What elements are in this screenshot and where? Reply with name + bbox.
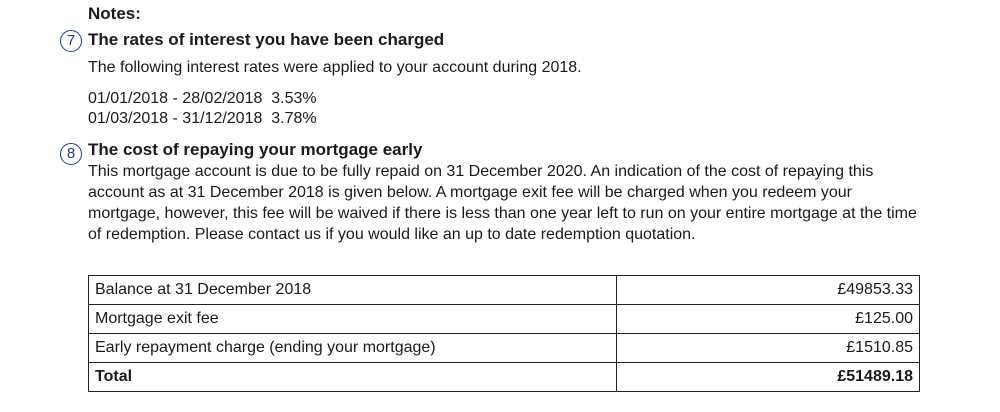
- section-8-number-badge: 8: [60, 143, 82, 165]
- notes-heading: Notes:: [88, 4, 141, 23]
- rate-period: 01/01/2018 - 28/02/2018: [88, 90, 263, 107]
- table-row: [89, 276, 920, 305]
- section-7-number-badge: 7: [60, 30, 82, 52]
- section-7-title: The rates of interest you have been charged: [88, 30, 445, 49]
- cost-amount: £125.00: [617, 305, 920, 334]
- rate-value: 3.78%: [271, 110, 317, 127]
- rate-value: 3.53%: [271, 90, 317, 107]
- rate-row: [88, 108, 317, 129]
- rate-period: 01/03/2018 - 31/12/2018: [88, 110, 263, 127]
- cost-label: Balance at 31 December 2018: [89, 276, 617, 305]
- section-8-title: The cost of repaying your mortgage early: [88, 140, 423, 159]
- total-row: [89, 363, 920, 392]
- section-7-intro: The following interest rates were applied to your account during 2018.: [88, 59, 582, 76]
- total-label: Total: [89, 363, 617, 392]
- total-amount: £51489.18: [617, 363, 920, 392]
- table-row: [89, 334, 920, 363]
- section-8-paragraph: This mortgage account is due to be fully repaid on 31 December 2020. An indication of the cost of repaying this account as at 31 December 2018 is given below. A mortgage exit fee will be charged when you redeem your mortgage, however, this fee will be waived if there is less than one year left to run on your entire mortgage at the time of redemption. Please contact us if you would like an up to date redemption quotation.: [88, 163, 917, 243]
- cost-label: Mortgage exit fee: [89, 305, 617, 334]
- rate-row: [88, 88, 317, 109]
- cost-amount: £49853.33: [617, 276, 920, 305]
- table-row: [89, 305, 920, 334]
- cost-label: Early repayment charge (ending your mortgage): [89, 334, 617, 363]
- cost-amount: £1510.85: [617, 334, 920, 363]
- redemption-cost-table: [88, 275, 920, 392]
